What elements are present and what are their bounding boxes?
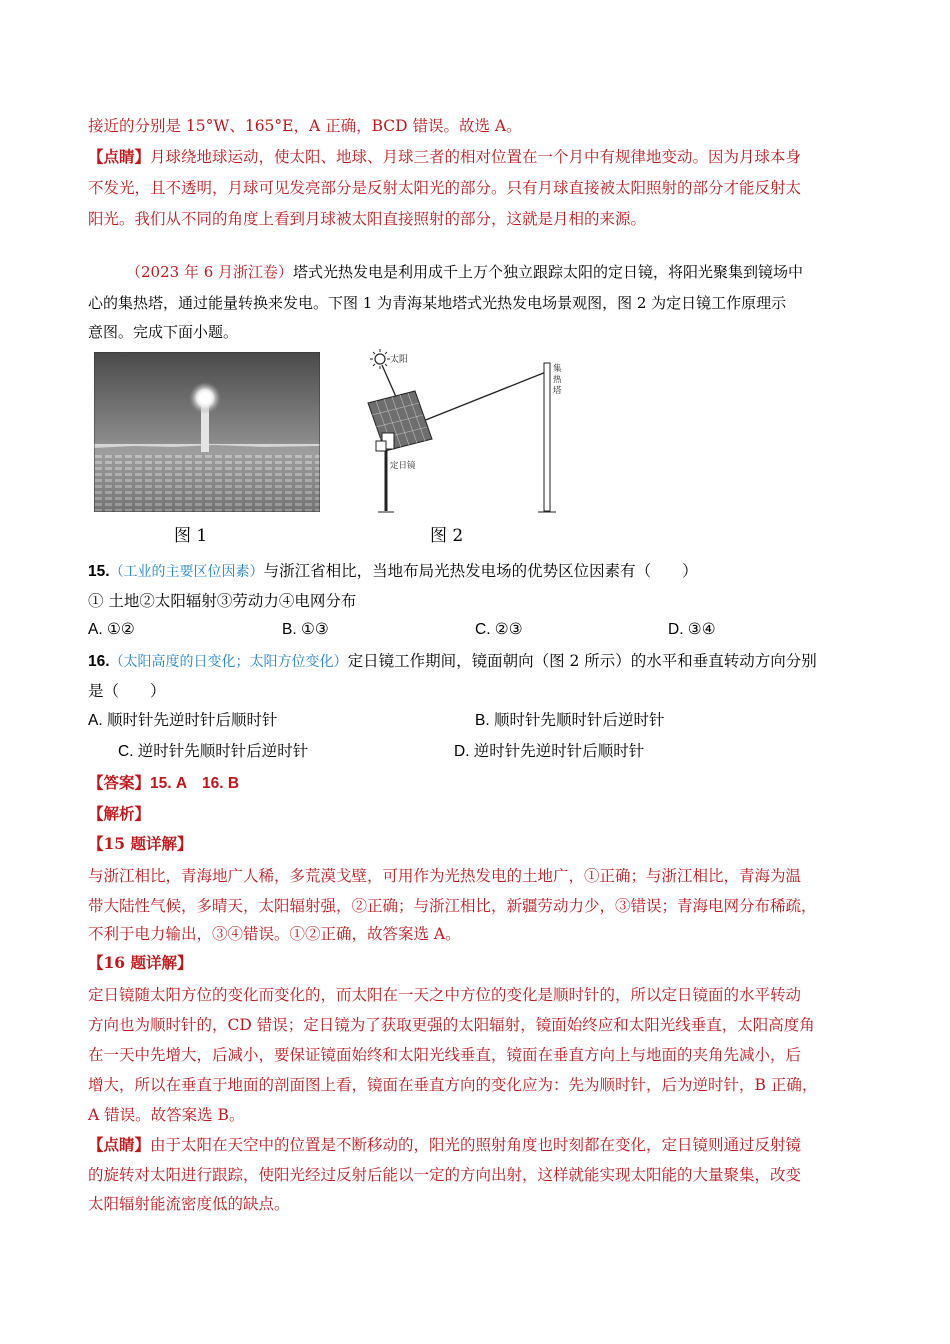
q15-stem: [88, 561, 868, 582]
q16-stem-text: 定日镜工作期间，镜面朝向（图 2 所示）的水平和垂直转动方向分别: [347, 652, 817, 670]
material-line-2: 心的集热塔，通过能量转换来发电。下图 1 为青海某地塔式光热发电场景观图，图 2 为定日镜工作原理示: [88, 294, 787, 312]
q15-number: 15.: [88, 563, 110, 580]
detail-16-line-1: 定日镜随太阳方位的变化而变化的，而太阳在一天之中方位的变化是顺时针的，所以定日镜面的水平转动: [88, 986, 802, 1004]
analysis-title: 【解析】: [88, 804, 151, 823]
solar-plant-photo: [94, 352, 320, 512]
answer-text: 15. A 16. B: [150, 775, 240, 792]
figure-1-photo: [94, 352, 320, 512]
detail-15-line-3: 不利于电力输出，③④错误。①②正确，故答案选 A。: [88, 925, 461, 943]
material-line-3: 意图。完成下面小题。: [88, 323, 239, 341]
q16-option-c[interactable]: C. 逆时针先顺时针后逆时针: [118, 743, 309, 760]
material-line-1: [126, 262, 866, 282]
figure-1-caption: 图 1: [174, 526, 208, 546]
detail-15-line-1: 与浙江相比，青海地广人稀，多荒漠戈壁，可用作为光热发电的土地广，①正确；与浙江相比，青海为温: [88, 867, 802, 885]
q16-stem-2: 是（ ）: [88, 682, 166, 700]
q15-items: ① 土地②太阳辐射③劳动力④电网分布: [88, 592, 357, 610]
figure-2-caption: 图 2: [430, 526, 464, 546]
prev-answer-text: 接近的分别是 15°W、165°E，A 正确，BCD 错误。故选 A。: [88, 117, 522, 135]
prev-tip-line-3: 阳光。我们从不同的角度上看到月球被太阳直接照射的部分，这就是月相的来源。: [88, 210, 647, 228]
prev-tip-line-2: 不发光，且不透明，月球可见发亮部分是反射太阳光的部分。只有月球直接被太阳照射的部分才能反射太: [88, 179, 802, 197]
sun-icon: [370, 349, 390, 369]
final-tip-line-2: 的旋转对太阳进行跟踪，使阳光经过反射后能以一定的方向出射，这样就能实现太阳能的大量聚集，改变: [88, 1166, 802, 1184]
q15-option-c[interactable]: C. ②③: [475, 621, 523, 638]
tower-label-2: 热: [553, 375, 562, 385]
q16-option-b[interactable]: B. 顺时针先顺时针后逆时针: [475, 712, 665, 729]
final-tip-line-3: 太阳辐射能流密度低的缺点。: [88, 1195, 290, 1213]
answer-line: [88, 773, 868, 794]
detail-16-title: 【16 题详解】: [88, 953, 193, 972]
mirror-label: 定日镜: [390, 461, 416, 471]
detail-15-line-2: 带大陆性气候，多晴天，太阳辐射强，②正确；与浙江相比，新疆劳动力少，③错误；青海电网分布稀疏，: [88, 897, 817, 915]
final-tip-tag: 【点睛】: [88, 1135, 151, 1154]
q16-number: 16.: [88, 653, 110, 670]
q16-option-a[interactable]: A. 顺时针先逆时针后顺时针: [88, 712, 278, 729]
q16-tag: （太阳高度的日变化；太阳方位变化）: [109, 653, 348, 669]
tip-text: 月球绕地球运动，使太阳、地球、月球三者的相对位置在一个月中有规律地变动。因为月球本身: [150, 148, 802, 166]
q15-option-d[interactable]: D. ③④: [668, 621, 716, 638]
prev-answer-line: [88, 116, 868, 136]
q15-option-a[interactable]: A. ①②: [88, 621, 135, 638]
q15-tag: （工业的主要区位因素）: [109, 563, 264, 579]
final-tip-line-1: [88, 1135, 868, 1155]
heliostat-diagram: [360, 345, 575, 515]
detail-15-title: 【15 题详解】: [88, 834, 193, 853]
q15-stem-text: 与浙江省相比，当地布局光热发电场的优势区位因素有（ ）: [263, 562, 698, 580]
q16-stem: [88, 651, 868, 672]
detail-16-line-3: 在一天中先增大，后减小，要保证镜面始终和太阳光线垂直，镜面在垂直方向上与地面的夹角先减小，后: [88, 1046, 802, 1064]
tower-label-1: 集: [553, 364, 562, 374]
tip-tag: 【点睛】: [88, 147, 151, 166]
q15-option-b[interactable]: B. ①③: [282, 621, 329, 638]
question-source: （2023 年 6 月浙江卷）: [126, 263, 294, 281]
q16-option-d[interactable]: D. 逆时针先逆时针后顺时针: [454, 743, 645, 760]
final-tip-text: 由于太阳在天空中的位置是不断移动的，阳光的照射角度也时刻都在变化，定日镜则通过反射镜: [150, 1136, 802, 1154]
sun-label: 太阳: [390, 355, 409, 365]
detail-16-line-2: 方向也为顺时针的，CD 错误；定日镜为了获取更强的太阳辐射，镜面始终应和太阳光线垂直，太阳高度角: [88, 1016, 815, 1034]
prev-tip-line-1: [88, 147, 868, 167]
detail-16-line-5: A 错误。故答案选 B。: [88, 1106, 245, 1124]
tower-label-3: 塔: [553, 386, 562, 396]
material-text-1: 塔式光热发电是利用成千上万个独立跟踪太阳的定日镜，将阳光聚集到镜场中: [293, 263, 804, 281]
detail-16-line-4: 增大，所以在垂直于地面的剖面图上看，镜面在垂直方向的变化应为：先为顺时针，后为逆时针，B 正确，: [88, 1076, 818, 1094]
figure-2-diagram: [360, 345, 575, 515]
answer-tag: 【答案】: [88, 773, 151, 792]
